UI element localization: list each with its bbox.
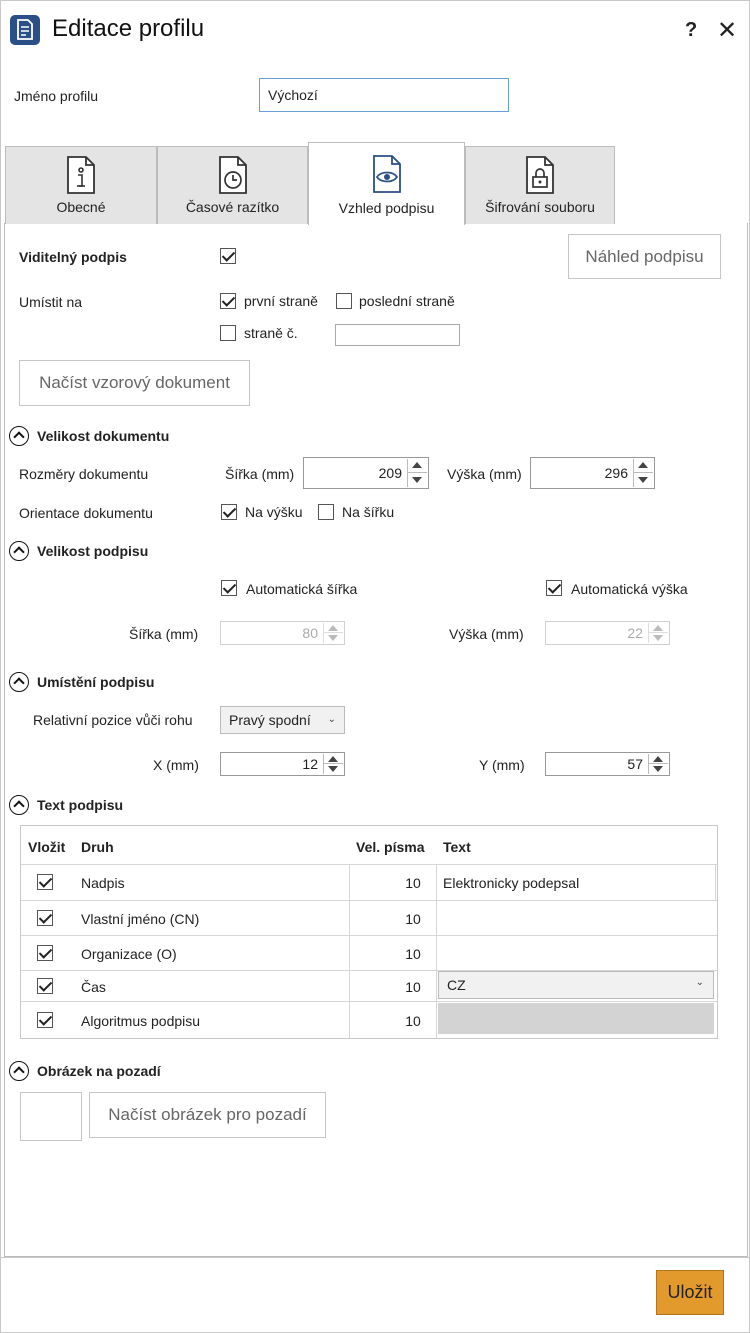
time-locale-value: CZ: [447, 977, 466, 993]
doc-height-value: 296: [604, 465, 628, 481]
doc-height-spinner[interactable]: [530, 457, 655, 489]
help-button[interactable]: ?: [685, 19, 698, 41]
pos-x-spinner[interactable]: [220, 752, 345, 776]
sig-height-label: Výška (mm): [449, 626, 524, 642]
time-locale-select[interactable]: [438, 971, 714, 999]
auto-width-label: Automatická šířka: [246, 581, 358, 597]
dialog-title: Editace profilu: [52, 15, 205, 42]
tab-timestamp-label: Časové razítko: [185, 199, 280, 215]
sig-width-down-icon: [324, 633, 343, 643]
pos-x-label: X (mm): [153, 757, 199, 773]
pos-y-down-icon[interactable]: [649, 764, 668, 774]
profile-name-label: Jméno profilu: [14, 88, 99, 104]
table-row: [21, 864, 717, 900]
chevron-down-icon: ⌄: [327, 714, 336, 725]
first-page-label: první straně: [244, 293, 318, 309]
table-row: [21, 900, 717, 935]
tab-file-encryption[interactable]: [465, 146, 615, 224]
eye-document-icon: [371, 154, 403, 197]
landscape-label: Na šířku: [342, 504, 395, 520]
close-button[interactable]: ✕: [717, 17, 738, 44]
place-on-label: Umístit na: [19, 294, 83, 310]
sig-position-heading: Umístění podpisu: [37, 674, 155, 690]
tab-file-encryption-label: Šifrování souboru: [485, 199, 595, 215]
tab-general-label: Obecné: [56, 199, 106, 215]
pos-y-spinner[interactable]: [545, 752, 670, 776]
row-font-size[interactable]: 10: [405, 1013, 421, 1029]
pos-y-value: 57: [627, 756, 643, 772]
row-font-size[interactable]: 10: [405, 911, 421, 927]
doc-width-label: Šířka (mm): [225, 466, 295, 482]
row-insert-checkbox[interactable]: [37, 910, 53, 926]
load-sample-document-button[interactable]: Načíst vzorový dokument: [19, 360, 250, 406]
col-insert: Vložit: [28, 839, 66, 855]
sig-height-down-icon: [649, 633, 668, 643]
pos-y-up-icon[interactable]: [649, 754, 668, 764]
clock-document-icon: [217, 155, 249, 198]
sig-width-value: 80: [302, 625, 318, 641]
auto-width-checkbox[interactable]: [221, 580, 237, 596]
info-document-icon: [65, 155, 97, 198]
tab-signature-appearance-label: Vzhled podpisu: [338, 200, 435, 216]
footer-divider: [1, 1257, 749, 1258]
page-number-label: straně č.: [244, 325, 298, 341]
first-page-checkbox[interactable]: [220, 293, 236, 309]
profile-name-input[interactable]: Výchozí: [259, 78, 509, 112]
row-insert-checkbox[interactable]: [37, 874, 53, 890]
row-kind: Vlastní jméno (CN): [81, 911, 200, 927]
table-row: [21, 935, 717, 970]
collapse-sig-position-icon[interactable]: [9, 672, 29, 692]
algorithm-text-disabled: [438, 1003, 714, 1034]
tab-signature-appearance[interactable]: [308, 142, 465, 225]
relative-position-select[interactable]: [220, 706, 345, 734]
background-heading: Obrázek na pozadí: [37, 1063, 161, 1079]
row-insert-checkbox[interactable]: [37, 978, 53, 994]
collapse-background-icon[interactable]: [9, 1061, 29, 1081]
sig-height-spinner: [545, 621, 670, 645]
page-number-input[interactable]: [335, 324, 460, 346]
row-kind: Nadpis: [81, 875, 125, 891]
lock-document-icon: [524, 155, 556, 198]
chevron-down-icon: ⌄: [695, 977, 704, 988]
pos-y-label: Y (mm): [479, 757, 525, 773]
row-font-size[interactable]: 10: [405, 946, 421, 962]
sig-height-up-icon: [649, 623, 668, 633]
row-kind: Čas: [81, 979, 106, 995]
background-image-preview: [20, 1092, 82, 1141]
load-background-image-button[interactable]: Načíst obrázek pro pozadí: [89, 1092, 326, 1138]
collapse-doc-size-icon[interactable]: [9, 426, 29, 446]
signature-preview-button[interactable]: Náhled podpisu: [568, 234, 721, 279]
visible-signature-label: Viditelný podpis: [19, 249, 127, 265]
sig-text-table: [20, 825, 718, 1039]
auto-height-checkbox[interactable]: [546, 580, 562, 596]
row-insert-checkbox[interactable]: [37, 945, 53, 961]
sig-width-up-icon: [324, 623, 343, 633]
pos-x-down-icon[interactable]: [324, 764, 343, 774]
row-kind: Organizace (O): [81, 946, 177, 962]
doc-orientation-label: Orientace dokumentu: [19, 505, 153, 521]
page-number-checkbox[interactable]: [220, 325, 236, 341]
pos-x-up-icon[interactable]: [324, 754, 343, 764]
title-bar: [1, 1, 749, 63]
sig-text-heading: Text podpisu: [37, 797, 124, 813]
doc-width-up-icon[interactable]: [408, 459, 427, 473]
landscape-checkbox[interactable]: [318, 504, 334, 520]
tab-timestamp[interactable]: [157, 146, 308, 224]
last-page-label: poslední straně: [359, 293, 455, 309]
sig-width-spinner: [220, 621, 345, 645]
doc-height-label: Výška (mm): [447, 466, 522, 482]
col-text: Text: [443, 839, 471, 855]
row-font-size[interactable]: 10: [405, 979, 421, 995]
doc-size-heading: Velikost dokumentu: [37, 428, 170, 444]
relative-position-label: Relativní pozice vůči rohu: [33, 712, 193, 728]
sig-size-heading: Velikost podpisu: [37, 543, 149, 559]
doc-dimensions-label: Rozměry dokumentu: [19, 466, 149, 482]
visible-signature-checkbox[interactable]: [220, 248, 236, 264]
last-page-checkbox[interactable]: [336, 293, 352, 309]
collapse-sig-text-icon[interactable]: [9, 795, 29, 815]
row-text[interactable]: Elektronicky podepsal: [443, 875, 580, 891]
pos-x-value: 12: [302, 756, 318, 772]
col-kind: Druh: [81, 839, 114, 855]
tab-general[interactable]: [5, 146, 157, 224]
collapse-sig-size-icon[interactable]: [9, 541, 29, 561]
save-button[interactable]: Uložit: [656, 1270, 724, 1315]
doc-height-down-icon[interactable]: [634, 473, 653, 487]
app-document-icon: [10, 15, 40, 45]
auto-height-label: Automatická výška: [571, 581, 688, 597]
row-font-size[interactable]: 10: [405, 875, 421, 891]
relative-position-value: Pravý spodní: [229, 712, 311, 728]
sig-width-label: Šířka (mm): [129, 626, 199, 642]
doc-width-value: 209: [378, 465, 402, 481]
row-insert-checkbox[interactable]: [37, 1012, 53, 1028]
doc-height-up-icon[interactable]: [634, 459, 653, 473]
portrait-checkbox[interactable]: [221, 504, 237, 520]
sig-height-value: 22: [627, 625, 643, 641]
row-kind: Algoritmus podpisu: [81, 1013, 201, 1029]
doc-width-down-icon[interactable]: [408, 473, 427, 487]
col-font-size: Vel. písma: [356, 839, 425, 855]
doc-width-spinner[interactable]: [303, 457, 429, 489]
portrait-label: Na výšku: [245, 504, 303, 520]
